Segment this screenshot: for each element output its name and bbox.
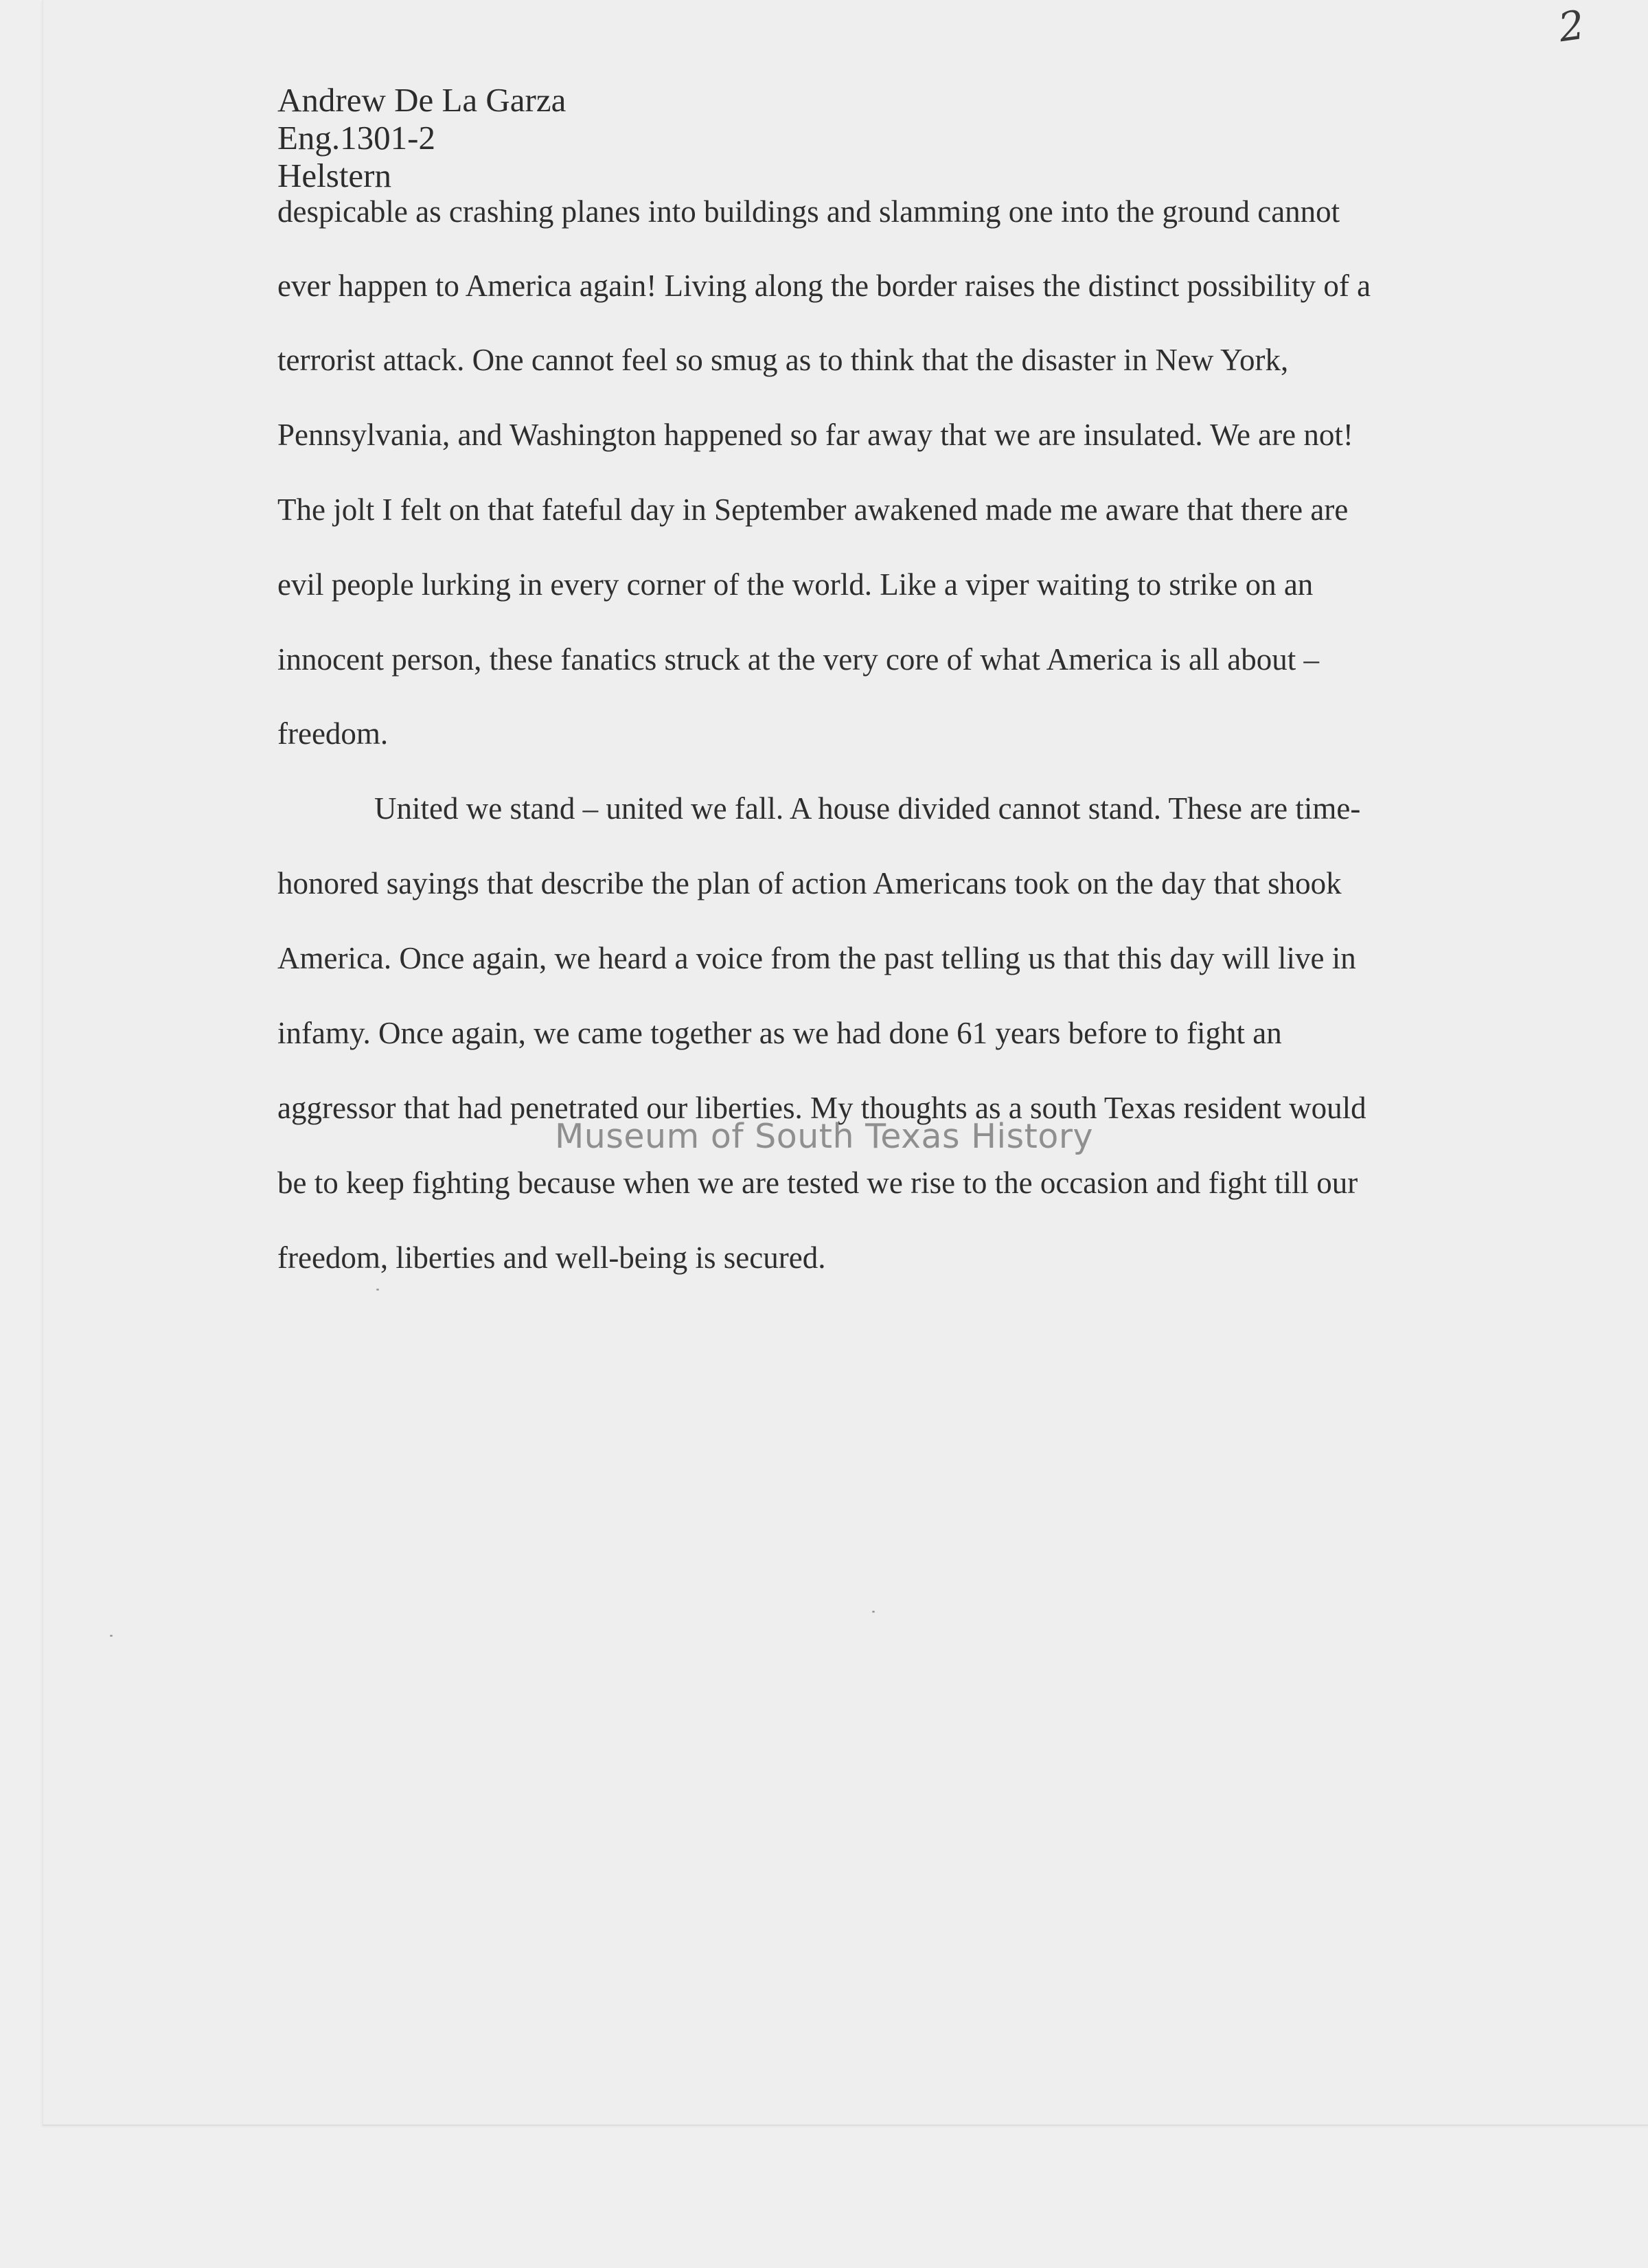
body-line: despicable as crashing planes into buildings and slamming one into the ground cannot (277, 194, 1340, 229)
paper-sheet (43, 0, 1648, 2126)
body-line: innocent person, these fanatics struck at the very core of what America is all about – (277, 642, 1319, 677)
body-line: United we stand – united we fall. A house divided cannot stand. These are time- (374, 791, 1361, 826)
body-line: America. Once again, we heard a voice from the past telling us that this day will live in (277, 941, 1356, 975)
body-line: ever happen to America again! Living along the border raises the distinct possibility of a (277, 269, 1371, 303)
document-header (277, 81, 566, 194)
scan-speck (376, 1289, 379, 1291)
scan-speck (110, 1635, 113, 1637)
body-line: evil people lurking in every corner of the world. Like a viper waiting to strike on an (277, 567, 1314, 602)
museum-watermark: Museum of South Texas History (554, 1117, 1093, 1156)
body-line: The jolt I felt on that fateful day in September awakened made me aware that there are (277, 492, 1349, 527)
body-line: be to keep fighting because when we are tested we rise to the occasion and fight till our (277, 1166, 1358, 1200)
body-line: infamy. Once again, we came together as we had done 61 years before to fight an (277, 1016, 1282, 1050)
body-line: freedom. (277, 716, 389, 751)
body-line: aggressor that had penetrated our liberties. My thoughts as a south Texas resident would (277, 1091, 1366, 1125)
body-line: honored sayings that describe the plan of action Americans took on the day that shook (277, 866, 1342, 900)
body-line: Pennsylvania, and Washington happened so far away that we are insulated. We are not! (277, 418, 1353, 452)
course-code: Eng.1301-2 (277, 119, 435, 157)
body-line: freedom, liberties and well-being is secured. (277, 1240, 826, 1275)
author-name: Andrew De La Garza (277, 81, 566, 119)
handwritten-page-number: 2 (1555, 1, 1588, 52)
body-line: terrorist attack. One cannot feel so smug as to think that the disaster in New York, (277, 343, 1289, 377)
instructor-name: Helstern (277, 157, 391, 194)
scan-speck (872, 1611, 875, 1613)
